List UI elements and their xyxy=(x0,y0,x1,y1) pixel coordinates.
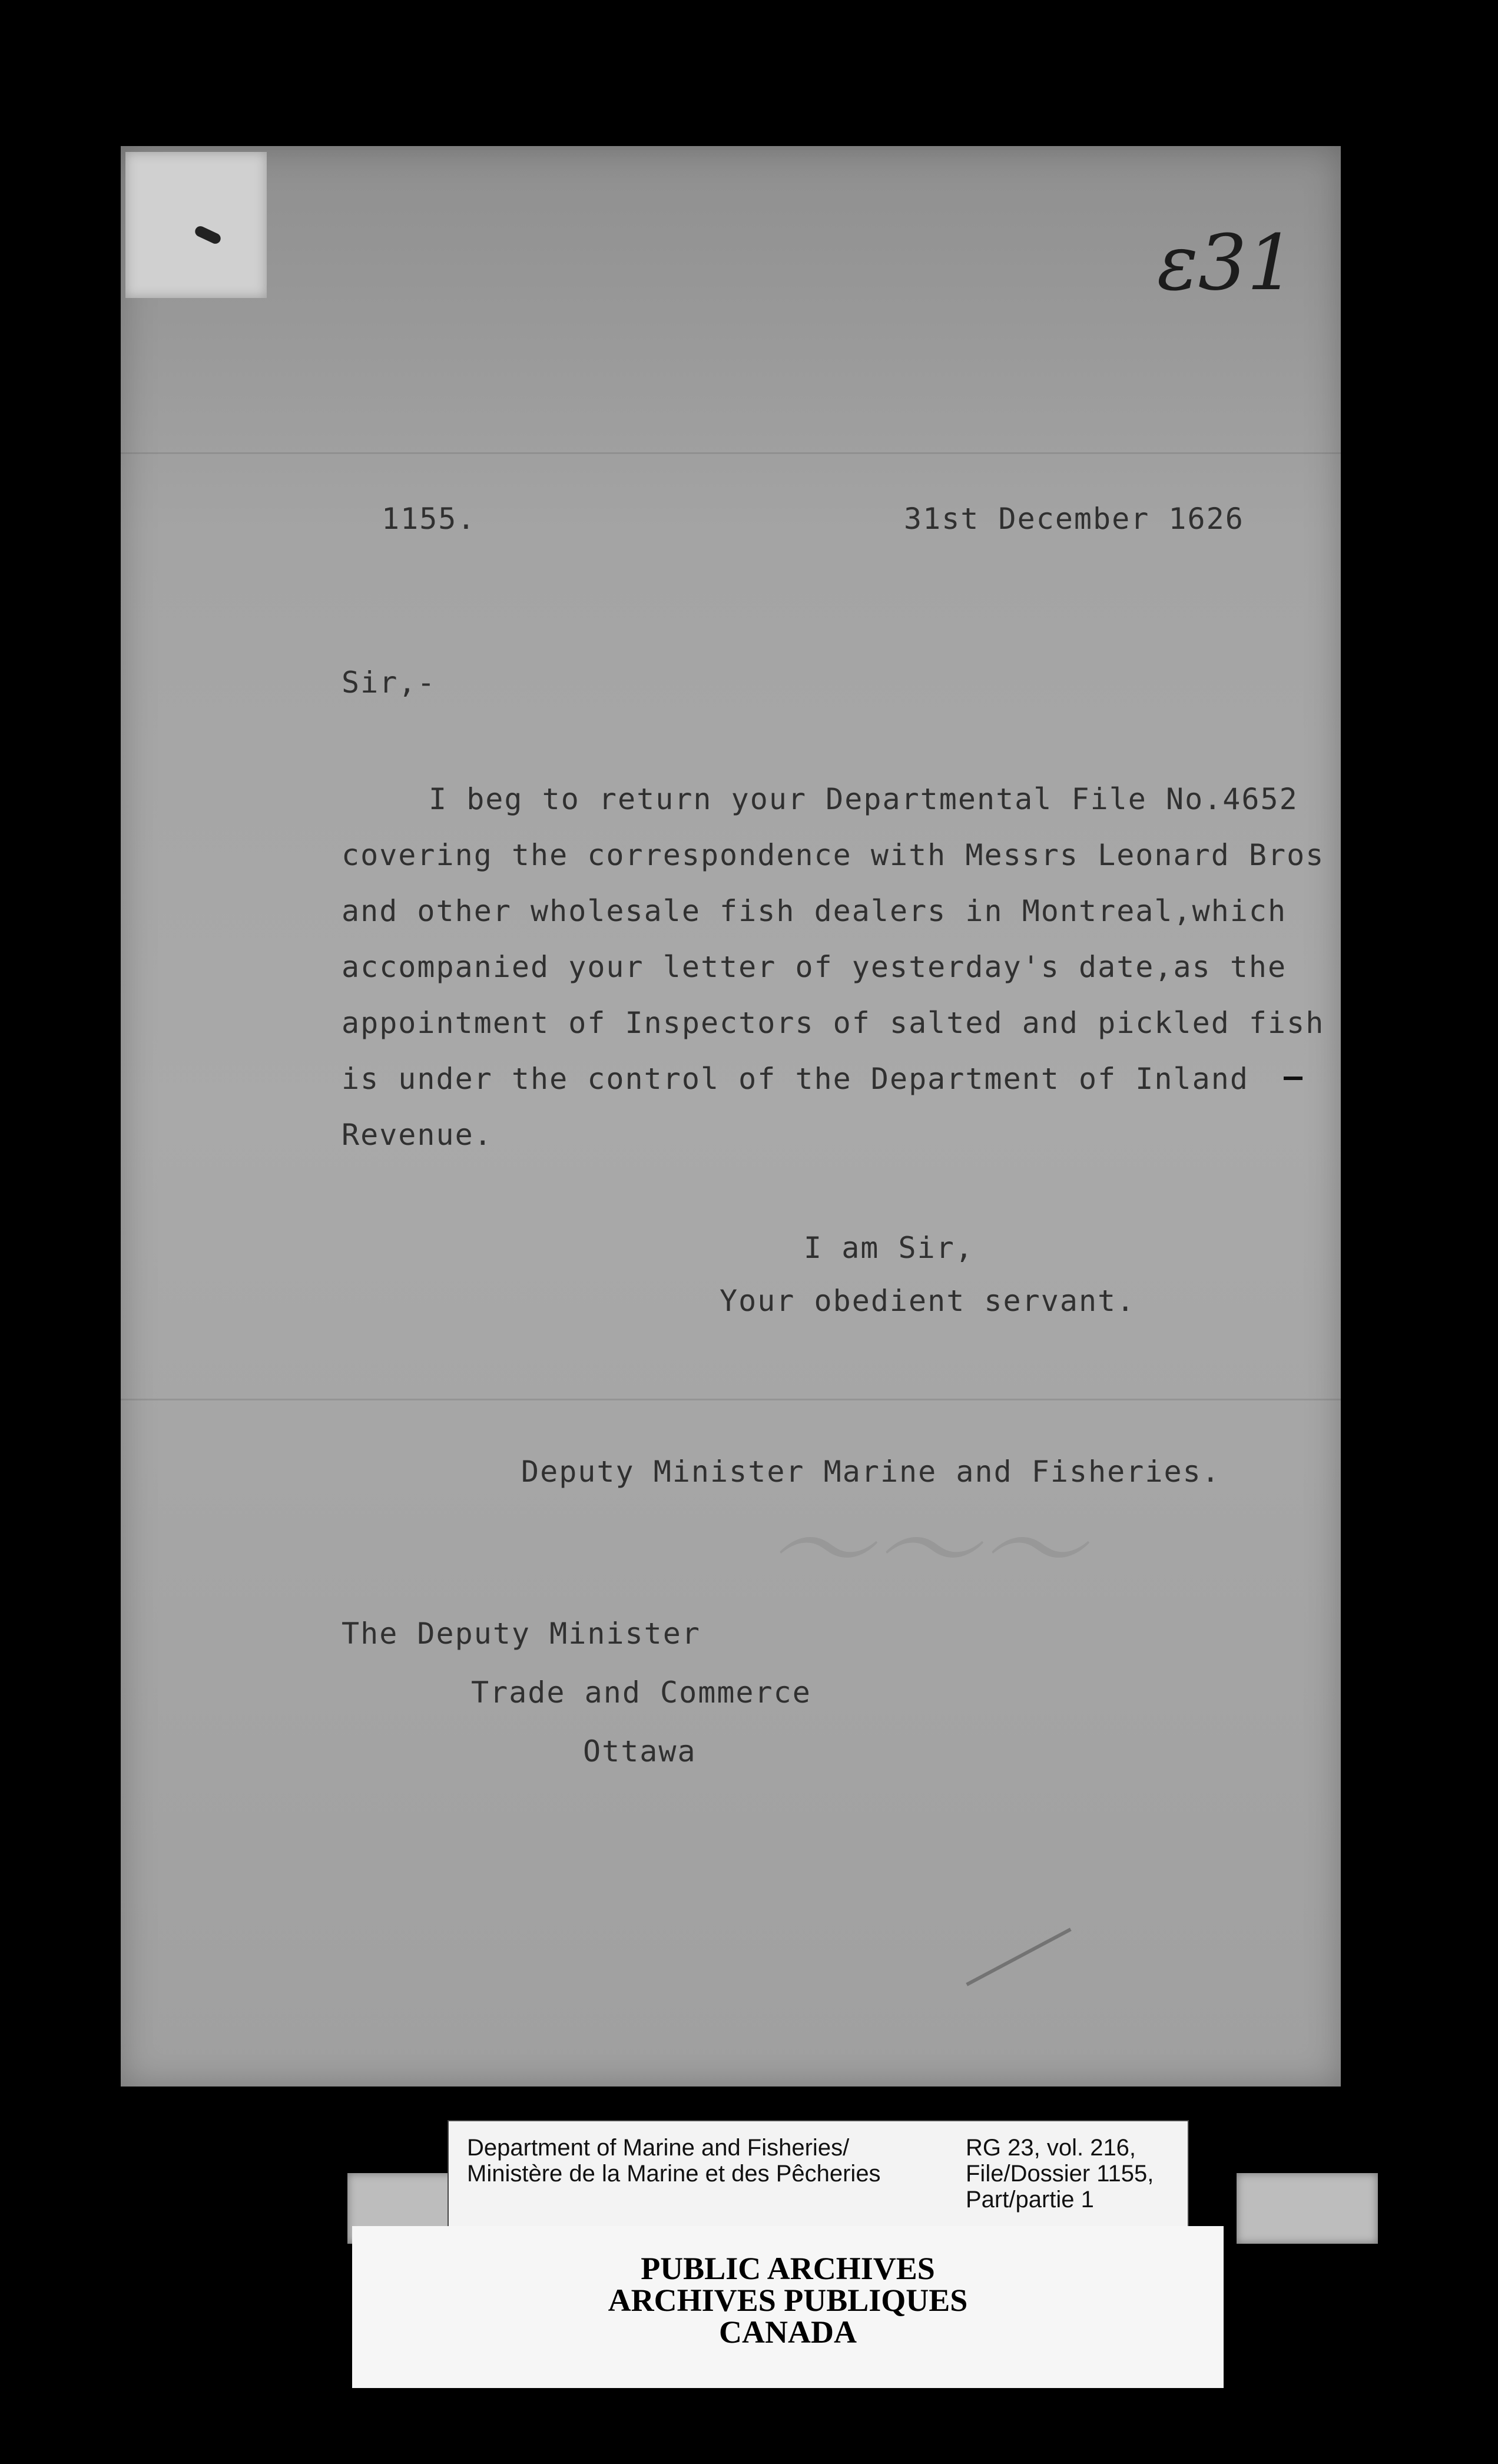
signatory: Deputy Minister Marine and Fisheries. xyxy=(521,1455,1221,1489)
file-reference: 1155. xyxy=(382,502,476,536)
margin-mark xyxy=(1284,1077,1303,1080)
letter-paper xyxy=(121,146,1341,2087)
body-line: and other wholesale fish dealers in Montreal,which xyxy=(342,894,1287,928)
annotation-number: 31 xyxy=(1198,218,1296,307)
closing-line: Your obedient servant. xyxy=(720,1284,1136,1318)
recipient-line: The Deputy Minister xyxy=(342,1617,701,1651)
recipient-line: Trade and Commerce xyxy=(471,1675,811,1710)
department-names xyxy=(467,2135,881,2187)
archive-stamp-line: CANADA xyxy=(719,2314,857,2350)
department-fr: Ministère de la Marine et des Pêcheries xyxy=(467,2161,881,2187)
archive-reference xyxy=(966,2135,1154,2213)
file-number: File/Dossier 1155, xyxy=(966,2161,1154,2187)
part-number: Part/partie 1 xyxy=(966,2187,1094,2213)
letter-date: 31st December 1626 xyxy=(904,502,1244,536)
closing-line: I am Sir, xyxy=(804,1231,974,1265)
department-en: Department of Marine and Fisheries/ xyxy=(467,2135,850,2161)
fold-line xyxy=(121,452,1341,454)
fold-line xyxy=(121,1399,1341,1400)
body-line: I beg to return your Departmental File No.4652 xyxy=(429,782,1298,816)
body-line: appointment of Inspectors of salted and pickled fish xyxy=(342,1006,1325,1040)
archive-stamp-line: PUBLIC ARCHIVES xyxy=(641,2251,935,2286)
body-line: Revenue. xyxy=(342,1118,493,1152)
faint-signature-stamp: ～～～ xyxy=(765,1490,1084,1613)
record-group: RG 23, vol. 216, xyxy=(966,2135,1136,2161)
handwritten-annotation: ɛ31 xyxy=(1157,218,1296,307)
body-line: is under the control of the Department of Inland xyxy=(342,1062,1249,1096)
card-edge-right xyxy=(1237,2173,1378,2244)
salutation: Sir,- xyxy=(342,665,436,700)
tape-patch xyxy=(125,152,267,298)
recipient-line: Ottawa xyxy=(583,1734,697,1768)
archive-stamp-line: ARCHIVES PUBLIQUES xyxy=(608,2283,968,2318)
body-line: accompanied your letter of yesterday's date,as the xyxy=(342,950,1287,984)
body-line: covering the correspondence with Messrs Leonard Bros xyxy=(342,838,1325,872)
